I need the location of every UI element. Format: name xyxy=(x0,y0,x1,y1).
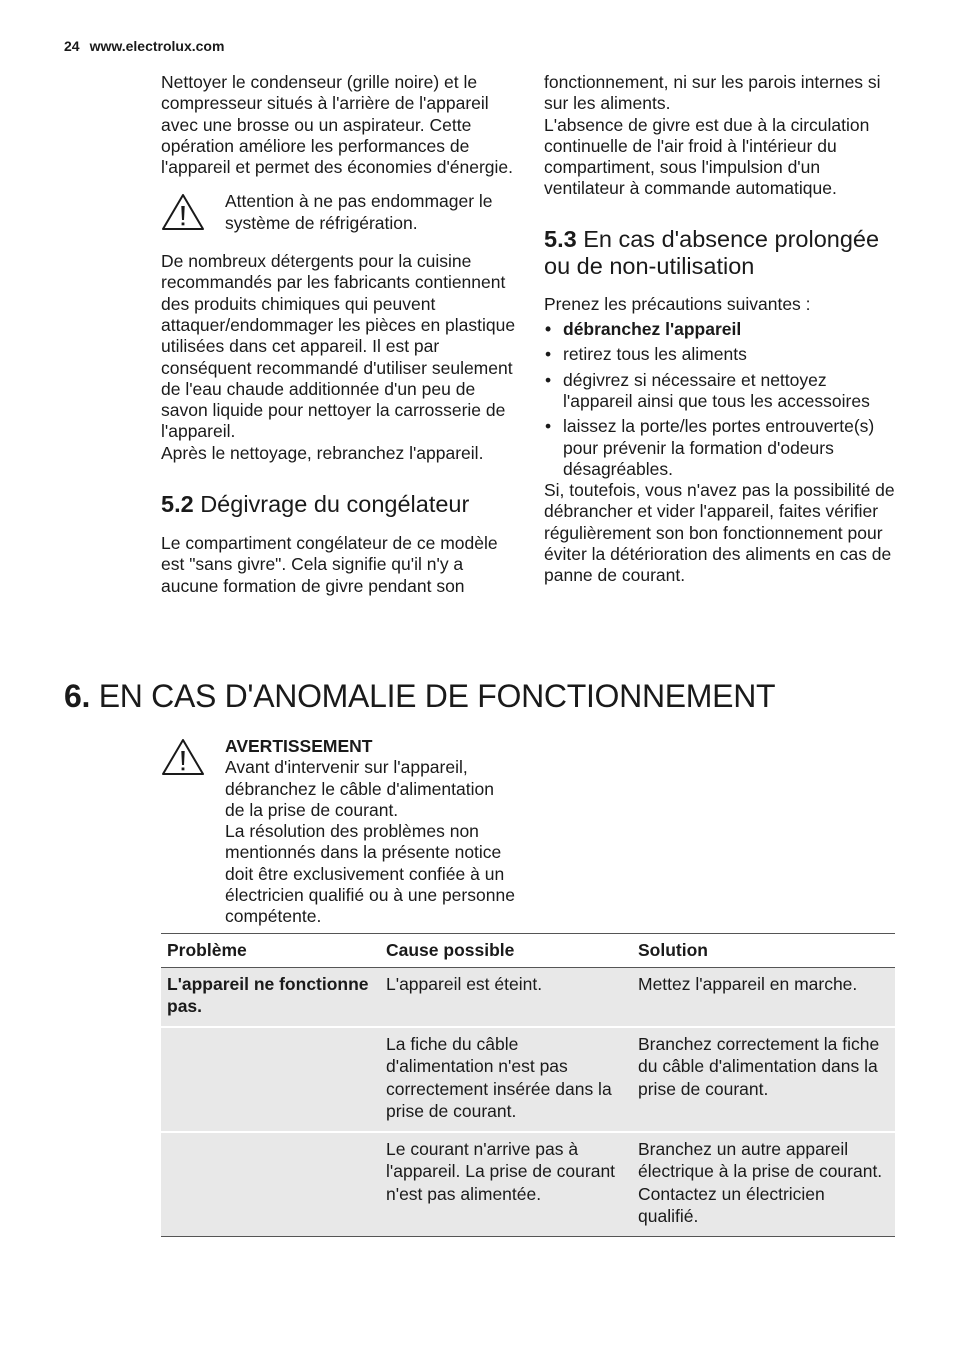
table-row xyxy=(161,1027,895,1132)
troubleshooting-table xyxy=(161,933,895,1237)
list-item: • dégivrez si nécessaire et nettoyez l'appareil ainsi que tous les accessoires xyxy=(544,370,899,413)
header-problem: Problème xyxy=(161,934,380,968)
section-6-heading xyxy=(64,676,775,716)
warning-content xyxy=(225,736,515,928)
solution-cell: Mettez l'appareil en marche. xyxy=(632,967,895,1027)
defrost-continuation: fonctionnement, ni sur les parois internes si sur les aliments. xyxy=(544,72,881,114)
after-cleaning-paragraph: Après le nettoyage, rebranchez l'appareil. xyxy=(161,442,484,463)
solution-text-2: Contactez un électricien qualifié. xyxy=(638,1183,825,1226)
section-5-2-number: 5.2 xyxy=(161,491,194,518)
list-item: • laissez la porte/les portes entrouverte(s) pour prévenir la formation d'odeurs désagréables. xyxy=(544,416,899,480)
header-solution: Solution xyxy=(632,934,895,968)
section-5-3-number: 5.3 xyxy=(544,225,577,252)
right-column xyxy=(544,72,899,587)
page-header xyxy=(64,38,224,54)
list-item: • retirez tous les aliments xyxy=(544,344,899,365)
problem-cell xyxy=(161,1132,380,1237)
precautions-intro: Prenez les précautions suivantes : xyxy=(544,293,811,314)
table-row xyxy=(161,967,895,1027)
cause-cell: La fiche du câble d'alimentation n'est pas correctement insérée dans la prise de courant. xyxy=(380,1027,632,1132)
precautions-list xyxy=(544,319,899,480)
section-6-title: EN CAS D'ANOMALIE DE FONCTIONNEMENT xyxy=(98,678,776,714)
problem-cell xyxy=(161,1027,380,1132)
warning-text: Avant d'intervenir sur l'appareil, débranchez le câble d'alimentation de la prise de courant. xyxy=(225,757,494,820)
warning-triangle-icon xyxy=(161,193,205,231)
site-url: www.electrolux.com xyxy=(89,38,225,54)
page-number: 24 xyxy=(64,38,80,54)
caution-text: Attention à ne pas endommager le système de réfrigération. xyxy=(225,191,493,233)
section-6-number: 6. xyxy=(64,678,91,714)
table-row xyxy=(161,1132,895,1237)
defrost-paragraph: Le compartiment congélateur de ce modèle est "sans givre". Cela signifie qu'il n'y a aucune formation de givre pendant son xyxy=(161,533,498,596)
condenser-paragraph: Nettoyer le condenseur (grille noire) et le compresseur situés à l'arrière de l'appareil avec une brosse ou un aspirateur. Cette opération améliore les performances de l'appareil et permet des économies d'énergie. xyxy=(161,72,514,178)
closing-paragraph: Si, toutefois, vous n'avez pas la possibilité de débrancher et vider l'appareil, faites vérifier régulièrement son bon fonctionnement pour éviter la détérioration des aliments en cas de panne de courant. xyxy=(544,480,895,586)
cause-cell: Le courant n'arrive pas à l'appareil. La prise de courant n'est pas alimentée. xyxy=(380,1132,632,1237)
warning-text-2: La résolution des problèmes non mentionnés dans la présente notice doit être exclusivement confiée à un électricien qualifié ou à une personne compétente. xyxy=(225,821,515,927)
problem-cell: L'appareil ne fonctionne pas. xyxy=(161,967,380,1027)
warning-triangle-icon xyxy=(161,738,205,776)
section-5-3-heading xyxy=(544,226,899,280)
table-header-row xyxy=(161,934,895,968)
frost-free-paragraph: L'absence de givre est due à la circulation continuelle de l'air froid à l'intérieur du compartiment, sous l'impulsion d'un ventilateur à commande automatique. xyxy=(544,114,870,199)
warning-block xyxy=(161,736,521,928)
section-5-2-heading xyxy=(161,491,517,518)
header-cause: Cause possible xyxy=(380,934,632,968)
left-column xyxy=(161,72,517,597)
cause-cell: L'appareil est éteint. xyxy=(380,967,632,1027)
solution-text: Branchez un autre appareil électrique à la prise de courant. xyxy=(638,1138,883,1181)
solution-cell xyxy=(632,1132,895,1237)
warning-title: AVERTISSEMENT xyxy=(225,736,373,756)
solution-cell: Branchez correctement la fiche du câble d'alimentation dans la prise de courant. xyxy=(632,1027,895,1132)
section-5-2-title: Dégivrage du congélateur xyxy=(200,491,470,518)
caution-block xyxy=(161,191,517,234)
list-item: • débranchez l'appareil xyxy=(544,319,899,340)
detergents-paragraph: De nombreux détergents pour la cuisine recommandés par les fabricants contiennent des produits chimiques qui peuvent attaquer/endommager les pièces en plastique utilisées dans cet appareil. Il est par conséquent recommandé d'utiliser seulement de l'eau chaude additionnée d'un peu de savon liquide pour nettoyer la carrosserie de l'appareil. xyxy=(161,251,516,442)
section-5-3-title: En cas d'absence prolongée ou de non-utilisation xyxy=(544,225,880,279)
